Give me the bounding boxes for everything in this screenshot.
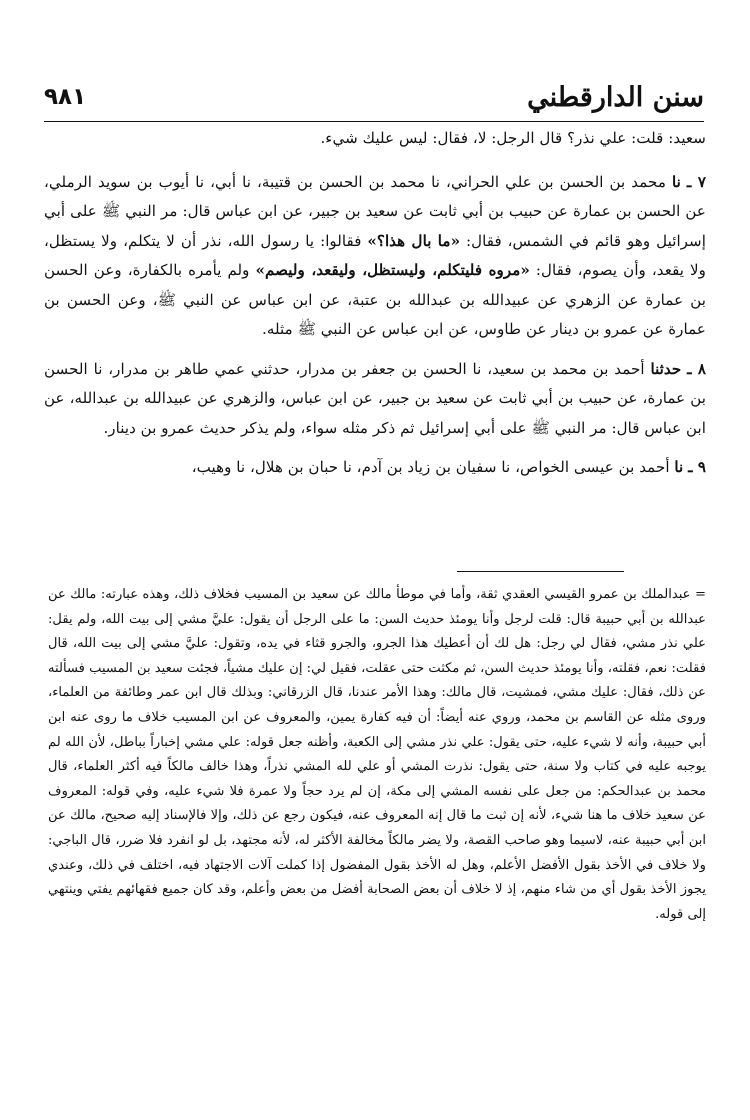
hadith-8-text: أحمد بن محمد بن سعيد، نا الحسن بن جعفر بن مدرار، حدثني عمي طاهر بن مدرار، نا الحسن بن عمارة، عن حبيب بن أبي ثابت عن سعيد بن جبير، عن ابن عباس، والزهري عن عبيدالله بن عبدالله، عن ابن عباس قال: مر النبي ﷺ على أبي إسرائيل ثم ذكر مثله سواء، ولم يذكر حديث عمرو بن دينار. [44, 359, 706, 437]
page-header [44, 82, 704, 122]
hadith-7-quote-2: «مروه فليتكلم، وليستظل، وليقعد، وليصم» [255, 261, 530, 279]
hadith-9-text: أحمد بن عيسى الخواص، نا سفيان بن زياد بن آدم، نا حبان بن هلال، نا وهيب، [191, 458, 675, 476]
hadith-7-quote-1: «ما بال هذا؟» [367, 231, 461, 250]
hadith-7 [44, 168, 706, 345]
footnote-text: = عبدالملك بن عمرو القيسي العقدي ثقة، وأما في موطأ مالك عن سعيد بن المسيب فخلاف ذلك، وهذه عبارته: مالك عن عبدالله بن أبي حبيبة قال: قلت لرجل وأنا يومئذ حديث السن: ما على الرجل أن يقول: عليَّ مشي إلى بيت الله، ولم يقل: علي نذر مشي، فقال لي رجل: هل لك أن أعطيك هذا الجرو، والجرو قثاء في يده، وتقول: عليَّ مشي إلى بيت الله، قال فقلت: نعم، فقلته، وأنا يومئذ حديث السن، ثم مكثت حتى عقلت، فقيل لي: إن عليك مشياً، فجئت سعيد بن المسيب فسألته عن ذلك، فقال: عليك مشي، فمشيت، قال مالك: وهذا الأمر عندنا، قال الزرقاني: وبذلك قال ابن عمر وطائفة من العلماء، وروى مثله عن القاسم بن محمد، وروي عنه أيضاً: أن فيه كفارة يمين، والمعروف عن ابن المسيب خلاف ما روى عنه ابن أبي حبيبة، وأنه لا شيء عليه، حتى يقول: علي نذر مشي إلى الكعبة، وأظنه جعل قوله: علي مشي إخباراً بباطل، لأن الله لم يوجبه عليه في كتاب ولا سنة، حتى يقول: نذرت المشي أو علي لله المشي نذراً، وهذا خالف مالكاً فيه أكثر العلماء، قال محمد بن عبدالحكم: من جعل على نفسه المشي إلى مكة، إن لم يرد حجاً ولا عمرة فلا شيء عليه، وفي قوله: المعروف عن سعيد خلاف ما هنا شيء، لأنه إن ثبت ما قال إنه المعروف عنه، فيكون رجع عن ذلك، وإلا فالإسناد إليه صحيح، مالك عن ابن أبي حبيبة عنه، لاسيما وهو صاحب القصة، ولا يضر مالكاً مخالفة الأكثر له، لأنه مجتهد، بل لو انفرد فلا ضرر، قال الباجي: ولا خلاف في الأخذ بقول الأفضل الأعلم، وهل له الأخذ بقول المفضول إذا كملت آلات الاجتهاد فيه، اختلف في ذلك، وعندي يجوز الأخذ بقول أي من شاء منهم، إذ لا خلاف أن بعض الصحابة أفضل من بعض وأعلم، وقد كان جميع فقهائهم يفتي وينتهي إلى قوله. [48, 587, 706, 922]
main-text [44, 124, 706, 483]
page-number: ٩٨١ [44, 84, 87, 110]
hadith-7-lead: نا [672, 172, 681, 191]
hadith-9-lead: نا [674, 458, 684, 476]
hadith-9-number: ٩ ـ [688, 458, 706, 476]
hadith-7-number: ٧ ـ [686, 172, 706, 191]
header-rule [44, 121, 704, 122]
continuation-line: سعيد: قلت: علي نذر؟ قال الرجل: لا، فقال: ليس عليك شيء. [320, 129, 706, 147]
hadith-9 [44, 453, 706, 483]
hadith-7-text-a: محمد بن الحسن بن علي الحراني، نا محمد بن الحسن بن قتيبة، نا أبي، نا أيوب بن سويد الرملي، عن الحسن بن عمارة عن حبيب بن أبي ثابت عن سعيد بن جبير، عن ابن عباس قال: مر النبي ﷺ على أبي إسرائيل وهو قائم في الشمس، فقال: [44, 172, 706, 250]
footnote [48, 583, 706, 927]
hadith-7-text-b: فقالوا: يا رسول الله، نذر أن لا يتكلم، ولا يستظل، ولا يقعد، وأن يصوم، فقال: [44, 231, 707, 279]
footnote-separator [457, 571, 624, 572]
hadith-7-text-c: ولم يأمره بالكفارة، وعن الحسن بن عمارة عن الزهري عن عبيدالله بن عبدالله بن عتبة، عن ابن عباس عن النبي ﷺ، وعن الحسن بن عمارة عن عمرو بن دينار عن طاوس، عن ابن عباس عن النبي ﷺ مثله. [44, 261, 706, 338]
hadith-8-lead: حدثنا [650, 359, 682, 378]
hadith-8-number: ٨ ـ [687, 359, 706, 378]
running-title: سنن الدارقطني [527, 82, 704, 113]
hadith-8 [44, 355, 706, 444]
